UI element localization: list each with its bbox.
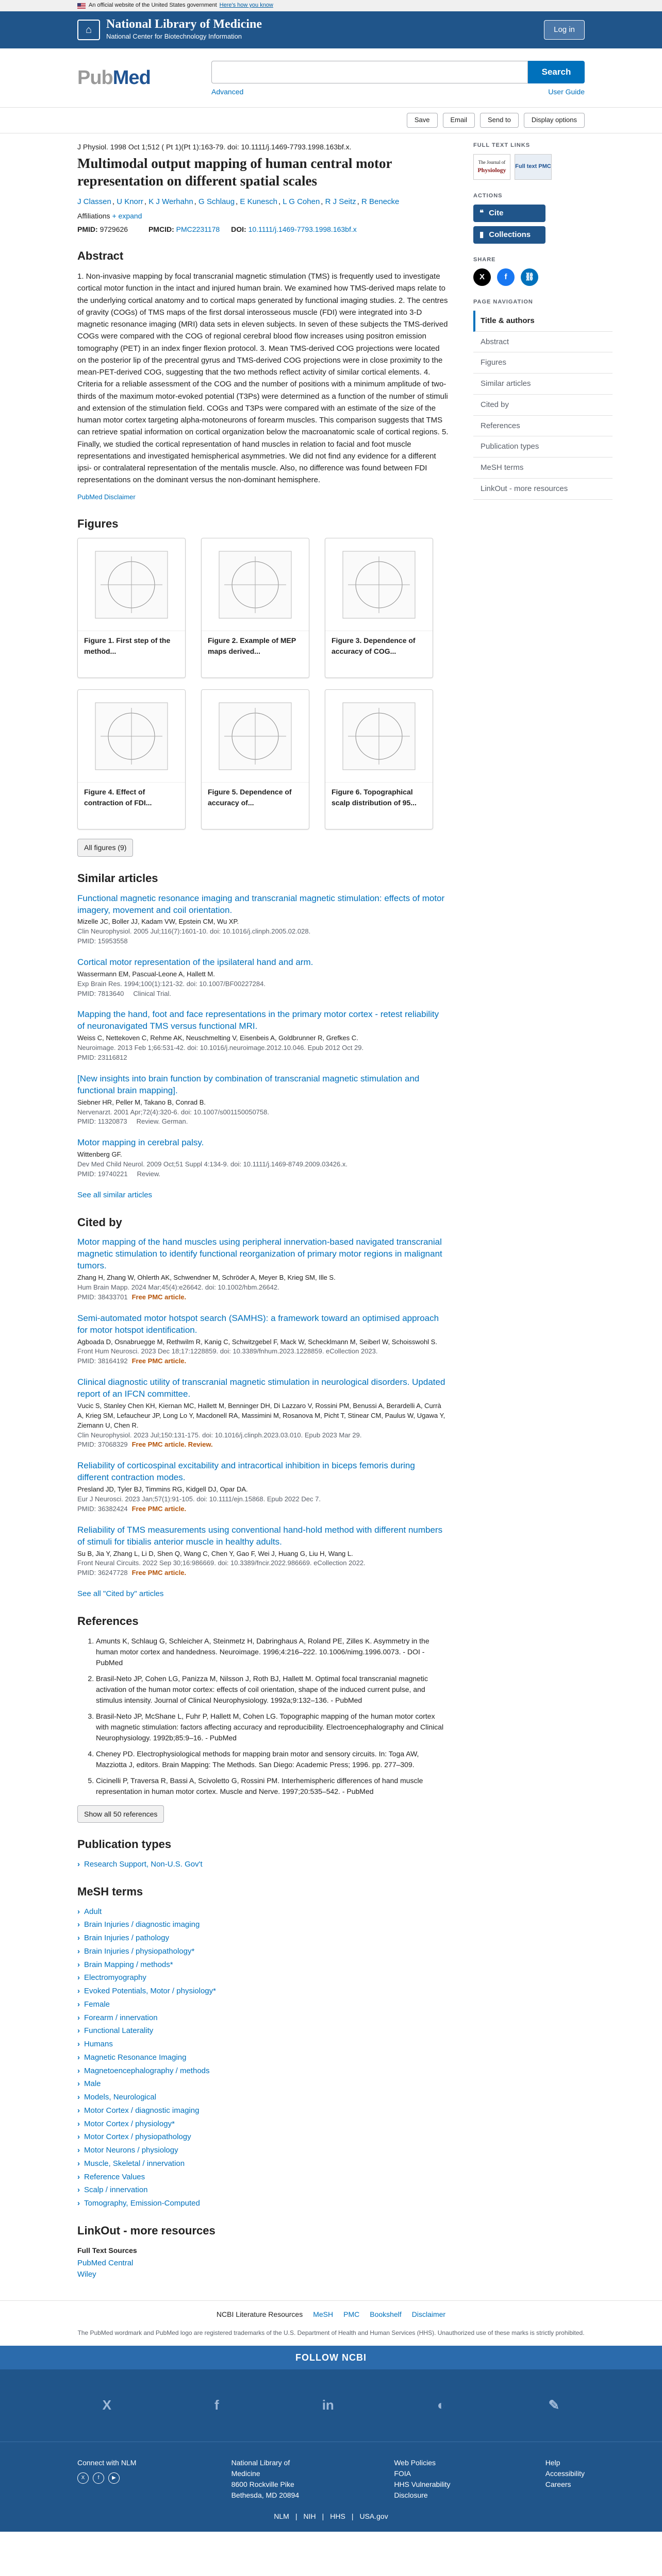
address-line: Bethesda, MD 20894: [231, 2490, 300, 2499]
article-journal: Eur J Neurosci. 2023 Jan;57(1):91-105. doi: 10.1111/ejn.15868. Epub 2022 Dec 7.: [77, 1495, 321, 1503]
article-journal: Clin Neurophysiol. 2023 Jul;150:131-175. doi: 10.1016/j.clinph.2023.03.010. Epub 2023 Mar 29.: [77, 1431, 362, 1439]
author-link[interactable]: G Schlaug: [198, 197, 235, 206]
abstract-heading: Abstract: [77, 249, 124, 263]
pubtype-link[interactable]: Research Support, Non-U.S. Gov't: [84, 1859, 203, 1869]
pmcid-label: PMCID:: [148, 225, 174, 233]
cite-button[interactable]: [473, 205, 545, 222]
mesh-link[interactable]: Evoked Potentials, Motor / physiology*: [84, 1987, 216, 1996]
article-item: [77, 1137, 449, 1179]
mesh-item: [77, 2131, 449, 2143]
policy-link[interactable]: Disclosure: [394, 2490, 428, 2499]
affiliations: [77, 211, 449, 221]
page-nav-item[interactable]: Similar articles: [473, 374, 613, 395]
linkout-link[interactable]: PubMed Central: [77, 2258, 134, 2267]
abstract-section: [77, 248, 449, 502]
pubmed-logo-pub: Pub: [77, 67, 113, 89]
figure-caption: Figure 5. Dependence of accuracy of...: [208, 788, 292, 807]
bottom-separator: |: [295, 2512, 297, 2520]
footer-note: The PubMed wordmark and PubMed logo are registered trademarks of the U.S. Department of Health and Human Services (HHS). Unauthorized use of these marks is strictly prohibited.: [77, 2329, 585, 2336]
facebook-icon[interactable]: f: [214, 2397, 219, 2413]
main-content: [77, 133, 449, 2280]
action-bar: [0, 108, 662, 133]
article-tags: Free PMC article.: [131, 1569, 187, 1577]
mesh-item: [77, 2145, 449, 2156]
login-button[interactable]: Log in: [544, 20, 585, 40]
article-authors: Wittenberg GF.: [77, 1150, 122, 1159]
article-pmid: PMID: 11320873: [77, 1117, 127, 1126]
article-tags: Free PMC article.: [131, 1293, 187, 1301]
figure-card[interactable]: [77, 689, 186, 829]
mesh-link[interactable]: Tomography, Emission-Computed: [84, 2199, 200, 2208]
footer-links: [0, 2300, 662, 2328]
figure-caption: Figure 4. Effect of contraction of FDI...: [84, 788, 152, 807]
article-authors: Mizelle JC, Boller JJ, Kadam VW, Epstein CM, Wu XP.: [77, 918, 239, 926]
bottom-link[interactable]: NLM: [274, 2512, 289, 2520]
search-button[interactable]: Search: [528, 61, 585, 83]
article-meta: [77, 1568, 449, 1578]
article-title-link[interactable]: Clinical diagnostic utility of transcranial magnetic stimulation in neurological disorders. Updated report of an IFCN committee.: [77, 1377, 445, 1399]
bottom-separator: |: [351, 2512, 354, 2520]
figure-thumbnail: [202, 690, 309, 783]
figure-card[interactable]: [201, 538, 309, 678]
mesh-item: [77, 1972, 449, 1984]
doi: [231, 225, 357, 233]
mesh-list: [77, 1906, 449, 2209]
linkout-item: [77, 2269, 449, 2280]
article-authors: Wassermann EM, Pascual-Leone A, Hallett M.: [77, 970, 215, 978]
journal-fulltext-link[interactable]: [473, 154, 510, 180]
mesh-item: [77, 1933, 449, 1944]
mesh-item: [77, 1959, 449, 1971]
page-navigation: [473, 311, 613, 500]
article-title-link[interactable]: Mapping the hand, foot and face representations in the primary motor cortex - retest reliability of neuronavigated TMS versus functional MRI.: [77, 1009, 439, 1031]
mesh-link[interactable]: Magnetoencephalography / methods: [84, 2066, 210, 2075]
mesh-link[interactable]: Functional Laterality: [84, 2026, 154, 2036]
fulltext-label: FULL TEXT LINKS: [473, 142, 531, 149]
facebook-icon-small[interactable]: f: [93, 2472, 104, 2484]
bookmark-icon: ▮: [479, 230, 484, 240]
help-link[interactable]: Careers: [545, 2480, 571, 2488]
gov-banner: [0, 0, 662, 11]
mesh-link[interactable]: Motor Cortex / diagnostic imaging: [84, 2106, 200, 2115]
address-line: 8600 Rockville Pike: [231, 2480, 294, 2488]
mesh-item: [77, 2065, 449, 2077]
collections-label: Collections: [489, 230, 531, 240]
see-all-cited-link[interactable]: See all "Cited by" articles: [77, 1589, 164, 1599]
article-meta: [77, 1170, 449, 1179]
linkout-item: [77, 2258, 449, 2269]
save-button[interactable]: Save: [407, 113, 438, 128]
mesh-item: [77, 2172, 449, 2183]
article-tags: Review. German.: [136, 1117, 188, 1126]
mesh-section: [77, 1884, 449, 2209]
sidebar: [473, 133, 613, 2280]
article-journal: Exp Brain Res. 1994;100(1):121-32. doi: 10.1007/BF00227284.: [77, 979, 266, 988]
article-journal: Hum Brain Mapp. 2024 Mar;45(4):e26642. doi: 10.1002/hbm.26642.: [77, 1283, 279, 1292]
article-pmid: PMID: 23116812: [77, 1054, 127, 1062]
search-area: [0, 48, 662, 108]
pmcid-link[interactable]: PMC2231178: [176, 225, 220, 233]
figure-caption: Figure 2. Example of MEP maps derived...: [208, 636, 296, 655]
article-title-link[interactable]: Motor mapping of the hand muscles using peripheral innervation-based navigated transcranial magnetic stimulation to identify functional reorganization of primary motor regions in malignant tumors.: [77, 1237, 442, 1271]
page-nav-item[interactable]: References: [473, 416, 613, 437]
search-box: [211, 61, 585, 97]
github-icon[interactable]: ◐: [437, 2397, 445, 2413]
author-link[interactable]: J Classen: [77, 197, 111, 206]
article-item: [77, 1073, 449, 1127]
bottom-separator: |: [322, 2512, 324, 2520]
page-nav-item[interactable]: Figures: [473, 352, 613, 374]
author-link[interactable]: E Kunesch: [240, 197, 277, 206]
mesh-item: [77, 1906, 449, 1918]
article-title-link[interactable]: Motor mapping in cerebral palsy.: [77, 1138, 204, 1148]
article-meta: [77, 1504, 449, 1514]
gov-banner-text: An official website of the United States government: [89, 2, 217, 9]
figure-thumbnail: [325, 538, 433, 631]
linkout-section: [77, 2223, 449, 2280]
mesh-link[interactable]: Brain Injuries / physiopathology*: [84, 1946, 195, 1956]
expand-label: expand: [118, 211, 142, 220]
article-tags: Free PMC article.: [131, 1357, 187, 1365]
linkout-list: [77, 2258, 449, 2280]
cite-label: Cite: [489, 209, 504, 218]
article-item: [77, 1377, 449, 1450]
gov-banner-how-link[interactable]: Here's how you know: [219, 2, 273, 9]
mesh-item: [77, 2052, 449, 2063]
pubmed-logo-med: Med: [112, 67, 151, 89]
all-figures-button[interactable]: All figures (9): [77, 839, 133, 856]
author-link[interactable]: R J Seitz: [325, 197, 356, 206]
figure-card[interactable]: [325, 538, 433, 678]
mesh-link[interactable]: Scalp / innervation: [84, 2185, 148, 2195]
mesh-item: [77, 1999, 449, 2010]
page-nav-item[interactable]: Publication types: [473, 436, 613, 457]
author-link[interactable]: U Knorr: [117, 197, 143, 206]
figure-grid: [77, 538, 449, 829]
mesh-item: [77, 2039, 449, 2050]
mesh-link[interactable]: Muscle, Skeletal / innervation: [84, 2159, 185, 2168]
footer-link[interactable]: NCBI Literature Resources: [216, 2310, 303, 2319]
mesh-link[interactable]: Forearm / innervation: [84, 2013, 158, 2022]
article-tags: Review.: [137, 1170, 161, 1178]
mesh-link[interactable]: Motor Cortex / physiopathology: [84, 2132, 191, 2142]
actions-label: ACTIONS: [473, 193, 503, 199]
reference-list: [77, 1636, 449, 1797]
linkout-heading: LinkOut - more resources: [77, 2224, 216, 2237]
nlm-subtitle: National Center for Biotechnology Information: [106, 32, 242, 41]
figure-thumbnail: [325, 690, 433, 783]
mesh-item: [77, 1946, 449, 1957]
page-layout: [0, 133, 662, 2280]
email-button[interactable]: Email: [443, 113, 475, 128]
similar-heading: Similar articles: [77, 871, 158, 885]
article-title-link[interactable]: Reliability of corticospinal excitability and intracortical inhibition in biceps femoris during different contraction modes.: [77, 1461, 415, 1483]
bottom-link[interactable]: HHS: [330, 2512, 345, 2520]
user-guide-link[interactable]: User Guide: [548, 88, 585, 96]
figure-card[interactable]: [201, 689, 309, 829]
mesh-link[interactable]: Models, Neurological: [84, 2093, 157, 2102]
pmid-label: PMID:: [77, 225, 98, 233]
page-nav-item[interactable]: MeSH terms: [473, 457, 613, 479]
pubtypes-heading: Publication types: [77, 1837, 172, 1851]
page-nav-item[interactable]: Title & authors: [473, 311, 613, 332]
article-authors: Weiss C, Nettekoven C, Rehme AK, Neuschmelting V, Eisenbeis A, Goldbrunner R, Grefkes C.: [77, 1034, 358, 1042]
mesh-item: [77, 2158, 449, 2170]
article-item: [77, 1524, 449, 1578]
figure-thumbnail: [78, 690, 185, 783]
bottom-strip: [0, 2506, 662, 2532]
article-journal: Nervenarzt. 2001 Apr;72(4):320-6. doi: 10.1007/s001150050758.: [77, 1108, 269, 1116]
social-icons: [0, 2369, 662, 2442]
help-link[interactable]: Help: [545, 2458, 560, 2467]
display-options-button[interactable]: Display options: [524, 113, 585, 128]
nlm-footer: [0, 2442, 662, 2506]
citation-line: J Physiol. 1998 Oct 1;512 ( Pt 1)(Pt 1):163-79. doi: 10.1111/j.1469-7793.1998.163bf.x.: [77, 143, 352, 151]
link-share-icon[interactable]: ⛓: [521, 268, 538, 286]
doi-link[interactable]: 10.1111/j.1469-7793.1998.163bf.x: [248, 225, 357, 233]
nlm-header: [0, 11, 662, 48]
mesh-link[interactable]: Brain Injuries / diagnostic imaging: [84, 1920, 200, 1929]
page-nav-item[interactable]: Cited by: [473, 395, 613, 416]
article-title: Multimodal output mapping of human central motor representation on different spatial scales: [77, 156, 392, 189]
mesh-item: [77, 2012, 449, 2024]
bottom-link[interactable]: USA.gov: [359, 2512, 388, 2520]
reference-item: 1. Amunts K, Schlaug G, Schleicher A, Steinmetz H, Dabringhaus A, Roland PE, Zilles K. Asymmetry in the human motor cortex and handedness. Neuroimage. 1996;4:216–222. 10.1006/nimg.1996.0073. - DOI - PubMed: [96, 1636, 449, 1668]
mesh-link[interactable]: Humans: [84, 2040, 113, 2049]
mesh-link[interactable]: Male: [84, 2079, 101, 2089]
cited-list: [77, 1236, 449, 1578]
article-meta: [77, 1293, 449, 1302]
x-share-icon[interactable]: X: [473, 268, 491, 286]
policy-link[interactable]: HHS Vulnerability: [394, 2480, 451, 2488]
mesh-item: [77, 2025, 449, 2037]
x-icon[interactable]: X: [102, 2397, 112, 2413]
reference-item: 2. Brasil-Neto JP, Cohen LG, Panizza M, Nilsson J, Roth BJ, Hallett M. Optimal focal transcranial magnetic activation of the human motor cortex: effects of coil orientation, shape of the induced current pulse, and stimulus intensity. Journal of Clinical Neurophysiology. 1992a;9:132–136. - PubMed: [96, 1673, 449, 1706]
help-link[interactable]: Accessibility: [545, 2469, 585, 2478]
identifiers: [77, 224, 449, 234]
article-journal: Dev Med Child Neurol. 2009 Oct;51 Suppl 4:134-9. doi: 10.1111/j.1469-8749.2009.03426.x.: [77, 1160, 347, 1168]
article-item: [77, 893, 449, 946]
author-link[interactable]: K J Werhahn: [148, 197, 193, 206]
figure-card[interactable]: [77, 538, 186, 678]
search-input[interactable]: [211, 61, 528, 83]
article-journal: Front Neural Circuits. 2022 Sep 30;16:986669. doi: 10.3389/fncir.2022.986669. eCollection 2022.: [77, 1559, 366, 1567]
linkout-link[interactable]: Wiley: [77, 2269, 96, 2279]
article-authors: Zhang H, Zhang W, Ohlerth AK, Schwendner M, Schröder A, Meyer B, Krieg SM, Ille S.: [77, 1274, 336, 1282]
article-authors: Su B, Jia Y, Zhang L, Li D, Shen Q, Wang C, Chen Y, Gao F, Wei J, Huang G, Liu H, Wang L.: [77, 1549, 353, 1557]
figure-thumbnail: [78, 538, 185, 631]
quote-icon: ❝: [479, 209, 484, 218]
pmid: [77, 225, 137, 233]
figure-caption: Figure 3. Dependence of accuracy of COG...: [332, 636, 416, 655]
mesh-link[interactable]: Brain Mapping / methods*: [84, 1960, 173, 1969]
reference-item: 5. Cicinelli P, Traversa R, Bassi A, Scivoletto G, Rossini PM. Interhemispheric differences of hand muscle representation in human motor cortex. Muscle and Nerve. 1997;20:535–542. - PubMed: [96, 1775, 449, 1797]
mesh-link[interactable]: Adult: [84, 1907, 102, 1916]
mesh-item: [77, 1986, 449, 1997]
figure-thumbnail: [202, 538, 309, 631]
pubtype-list: [77, 1859, 449, 1870]
article-pmid: PMID: 7813640: [77, 989, 124, 997]
pmc-fulltext-link[interactable]: Full text PMC: [515, 154, 552, 180]
article-pmid: PMID: 15953558: [77, 937, 128, 945]
send-to-button[interactable]: Send to: [480, 113, 519, 128]
nlm-address: [231, 2458, 300, 2501]
footer-link[interactable]: PMC: [343, 2310, 360, 2319]
mesh-link[interactable]: Motor Neurons / physiology: [84, 2146, 178, 2155]
article-meta: [77, 989, 449, 999]
cited-by-section: [77, 1214, 449, 1600]
pmcid: [148, 225, 220, 233]
pmid-value: 9729626: [100, 225, 128, 233]
linkedin-icon[interactable]: in: [322, 2397, 334, 2413]
nlm-logo-icon: ⌂: [77, 20, 100, 40]
pubtype-item: [77, 1859, 449, 1870]
article-pmid: PMID: 37068329: [77, 1440, 128, 1449]
linkout-subheading: Full Text Sources: [77, 2246, 137, 2255]
article-title-link[interactable]: Semi-automated motor hotspot search (SAMHS): a framework toward an optimised approach for motor hotspot identification.: [77, 1313, 439, 1335]
page-nav-item[interactable]: LinkOut - more resources: [473, 479, 613, 500]
bottom-link[interactable]: NIH: [303, 2512, 316, 2520]
pubmed-disclaimer-link[interactable]: PubMed Disclaimer: [77, 493, 136, 501]
article-pmid: PMID: 38433701: [77, 1293, 128, 1301]
article-title-link[interactable]: [New insights into brain function by combination of transcranial magnetic stimulation and functional brain mapping].: [77, 1073, 420, 1095]
mesh-item: [77, 1919, 449, 1930]
article-authors: Vucic S, Stanley Chen KH, Kiernan MC, Hallett M, Benninger DH, Di Lazzaro V, Rossini PM, Benussi A, Berardelli A, Currà A, Krieg SM, Lefaucheur JP, Long Lo Y, Macdonell RA, Massimini M, Rosanova M, Picht T, Stinear CM, Paulus W, Ugawa Y, Ziemann U, Chen R.: [77, 1402, 445, 1429]
article-pmid: PMID: 36247728: [77, 1569, 128, 1577]
affiliations-label: Affiliations: [77, 211, 110, 220]
article-meta: [77, 1440, 449, 1450]
article-tags: Free PMC article. Review.: [131, 1440, 213, 1449]
affiliations-expand-link[interactable]: + expand: [112, 211, 142, 220]
reference-item: 3. Brasil-Neto JP, McShane L, Fuhr P, Hallett M, Cohen LG. Topographic mapping of the human motor cortex with magnetic stimulation: factors affecting accuracy and reproducibility. Electroencephalography and Clinical Neurophysiology. 1992b;85:9–16. - PubMed: [96, 1711, 449, 1743]
mesh-link[interactable]: Brain Injuries / pathology: [84, 1934, 170, 1943]
article-meta: [77, 1117, 449, 1127]
mesh-item: [77, 2092, 449, 2103]
footer-link[interactable]: Bookshelf: [370, 2310, 402, 2319]
mesh-item: [77, 2184, 449, 2196]
article-meta: [77, 937, 449, 946]
advanced-search-link[interactable]: Advanced: [211, 88, 244, 96]
figures-heading: Figures: [77, 517, 119, 530]
similar-articles-section: [77, 870, 449, 1201]
help-links: [545, 2458, 585, 2501]
policies-links: [394, 2458, 450, 2501]
figure-card[interactable]: [325, 689, 433, 829]
article-item: [77, 1313, 449, 1366]
youtube-icon-small[interactable]: ▶: [108, 2472, 120, 2484]
journal-link-top: The Journal of: [478, 159, 506, 165]
article-item: [77, 1460, 449, 1514]
reference-item: 4. Cheney PD. Electrophysiological methods for mapping brain motor and sensory circuits. In: Toga AW, Mazziotta J, editors. Brain Mapping: The Methods. San Diego: Academic Press; 1996. pp. 277–309.: [96, 1749, 449, 1770]
article-authors: Presland JD, Tyler BJ, Timmins RG, Kidgell DJ, Opar DA.: [77, 1485, 248, 1494]
page-nav-label: PAGE NAVIGATION: [473, 298, 533, 305]
follow-ncbi: FOLLOW NCBI: [0, 2346, 662, 2369]
page-nav-item[interactable]: Abstract: [473, 332, 613, 353]
mesh-link[interactable]: Motor Cortex / physiology*: [84, 2119, 175, 2128]
mesh-link[interactable]: Electromyography: [84, 1973, 146, 1982]
article-tags: Free PMC article.: [131, 1504, 187, 1513]
pubmed-logo[interactable]: [77, 64, 211, 92]
figures-section: [77, 516, 449, 857]
show-all-references-button[interactable]: Show all 50 references: [77, 1805, 164, 1823]
references-heading: References: [77, 1614, 139, 1628]
author-list: J Classen , U Knorr , K J Werhahn , G Schlaug , E Kunesch , L G Cohen , R J Seitz , R Benecke: [77, 197, 400, 206]
cited-heading: Cited by: [77, 1215, 122, 1229]
mesh-link[interactable]: Female: [84, 1999, 110, 2009]
blog-icon[interactable]: ✎: [548, 2397, 560, 2413]
nlm-brand[interactable]: [77, 18, 262, 42]
article-journal: Front Hum Neurosci. 2023 Dec 18;17:1228859. doi: 10.3389/fnhum.2023.1228859. eCollection 2023.: [77, 1347, 378, 1355]
article-item: [77, 1236, 449, 1302]
mesh-item: [77, 2119, 449, 2130]
mesh-link[interactable]: Reference Values: [84, 2172, 145, 2181]
abstract-text: 1. Non-invasive mapping by focal transcranial magnetic stimulation (TMS) is frequently used to investigate cortical motor function in the intact and injured human brain. We examined how TMS-derived maps relate to the underlying cortical anatomy and to cortical maps generated by functional imaging studies. 2. The centres of gravity (COGs) of TMS maps of the first dorsal interosseous muscle (FDI) were integrated into 3-D magnetic resonance imaging (MRI) data sets in eleven subjects. In seven of these subjects the TMS-derived COGs were compared with the COG of regional cerebral blood flow increases using positron emission tomography (PET) in an index finger flexion protocol. 3. Mean TMS-derived COG projections were located on the posterior lip of the precentral gyrus and TMS-derived COG projections were in close proximity to the mean-PET-derived COG, suggesting that the two methods reflect activity of similar cortical elements. 4. Criteria for a reliable assessment of the COG and the number of positions with a minimum amplitude of two-thirds of the maximum motor-evoked potential (T3Ps) were determined as a function of the number of stimuli and extension of the stimulation field. COGs and T3Ps were compared with an estimate of the size of the human motor cortex targeting alpha-motoneurons of forearm muscles. This comparison suggests that TMS can retrieve spatial information on cortical organization below the macroanatomic scale of cortical regions. 5. Finally, we studied the cortical representation of hand muscles in relation to facial and foot muscle representations and investigated hemispherical asymmetries. We did not find any evidence for a different ipsi- or contralateral representation of the mentalis muscle. Also, no difference was found between FDI representations on the dominant versus the non-dominant hemisphere.: [77, 272, 449, 485]
article-item: [77, 1009, 449, 1062]
article-journal: Neuroimage. 2013 Feb 1;66:531-42. doi: 10.1016/j.neuroimage.2012.10.046. Epub 2012 Oct 29.: [77, 1044, 364, 1052]
mesh-item: [77, 2078, 449, 2090]
article-journal: Clin Neurophysiol. 2005 Jul;116(7):1601-10. doi: 10.1016/j.clinph.2005.02.028.: [77, 927, 311, 936]
collections-button[interactable]: [473, 226, 545, 244]
article-pmid: PMID: 19740221: [77, 1170, 128, 1178]
publication-types-section: [77, 1836, 449, 1870]
policy-link[interactable]: Web Policies: [394, 2458, 436, 2467]
connect-label: Connect with NLM: [77, 2458, 137, 2467]
address-line: Medicine: [231, 2469, 260, 2478]
article-pmid: PMID: 36382424: [77, 1504, 128, 1513]
footer-link[interactable]: MeSH: [313, 2310, 334, 2319]
journal-link-name: Physiology: [477, 166, 506, 174]
author-link[interactable]: L G Cohen: [283, 197, 320, 206]
article-authors: Siebner HR, Peller M, Takano B, Conrad B.: [77, 1098, 206, 1106]
article-meta: [77, 1357, 449, 1366]
article-title-link[interactable]: Reliability of TMS measurements using conventional hand-hold method with different numbers of stimuli for tibialis anterior muscle in healthy adults.: [77, 1524, 443, 1547]
article-tags: Clinical Trial.: [133, 989, 172, 997]
similar-list: [77, 893, 449, 1179]
article-pmid: PMID: 38164192: [77, 1357, 128, 1365]
mesh-item: [77, 2198, 449, 2209]
article-item: [77, 957, 449, 998]
nlm-title: National Library of Medicine: [106, 18, 262, 31]
article-title-link[interactable]: Functional magnetic resonance imaging and transcranial magnetic stimulation: effects of motor imagery, movement and coil orientation.: [77, 893, 445, 915]
facebook-share-icon[interactable]: f: [497, 268, 515, 286]
article-authors: Agboada D, Osnabruegge M, Rethwilm R, Kanig C, Schwitzgebel F, Mack W, Schecklmann M, Seiberl W, Schoisswohl S.: [77, 1337, 437, 1346]
references-section: [77, 1613, 449, 1823]
us-flag-icon: [77, 3, 86, 9]
policy-link[interactable]: FOIA: [394, 2469, 411, 2478]
footer-link[interactable]: Disclaimer: [411, 2310, 446, 2319]
article-title-link[interactable]: Cortical motor representation of the ipsilateral hand and arm.: [77, 957, 313, 967]
x-icon-small[interactable]: X: [77, 2472, 89, 2484]
doi-label: DOI:: [231, 225, 246, 233]
see-all-similar-link[interactable]: See all similar articles: [77, 1190, 153, 1199]
mesh-item: [77, 2105, 449, 2116]
article-meta: [77, 1053, 449, 1063]
figure-caption: Figure 6. Topographical scalp distribution of 95...: [332, 788, 417, 807]
author-link[interactable]: R Benecke: [361, 197, 400, 206]
mesh-heading: MeSH terms: [77, 1885, 143, 1898]
mesh-link[interactable]: Magnetic Resonance Imaging: [84, 2053, 187, 2062]
share-label: SHARE: [473, 257, 496, 263]
figure-caption: Figure 1. First step of the method...: [84, 636, 171, 655]
address-line: National Library of: [231, 2458, 290, 2467]
